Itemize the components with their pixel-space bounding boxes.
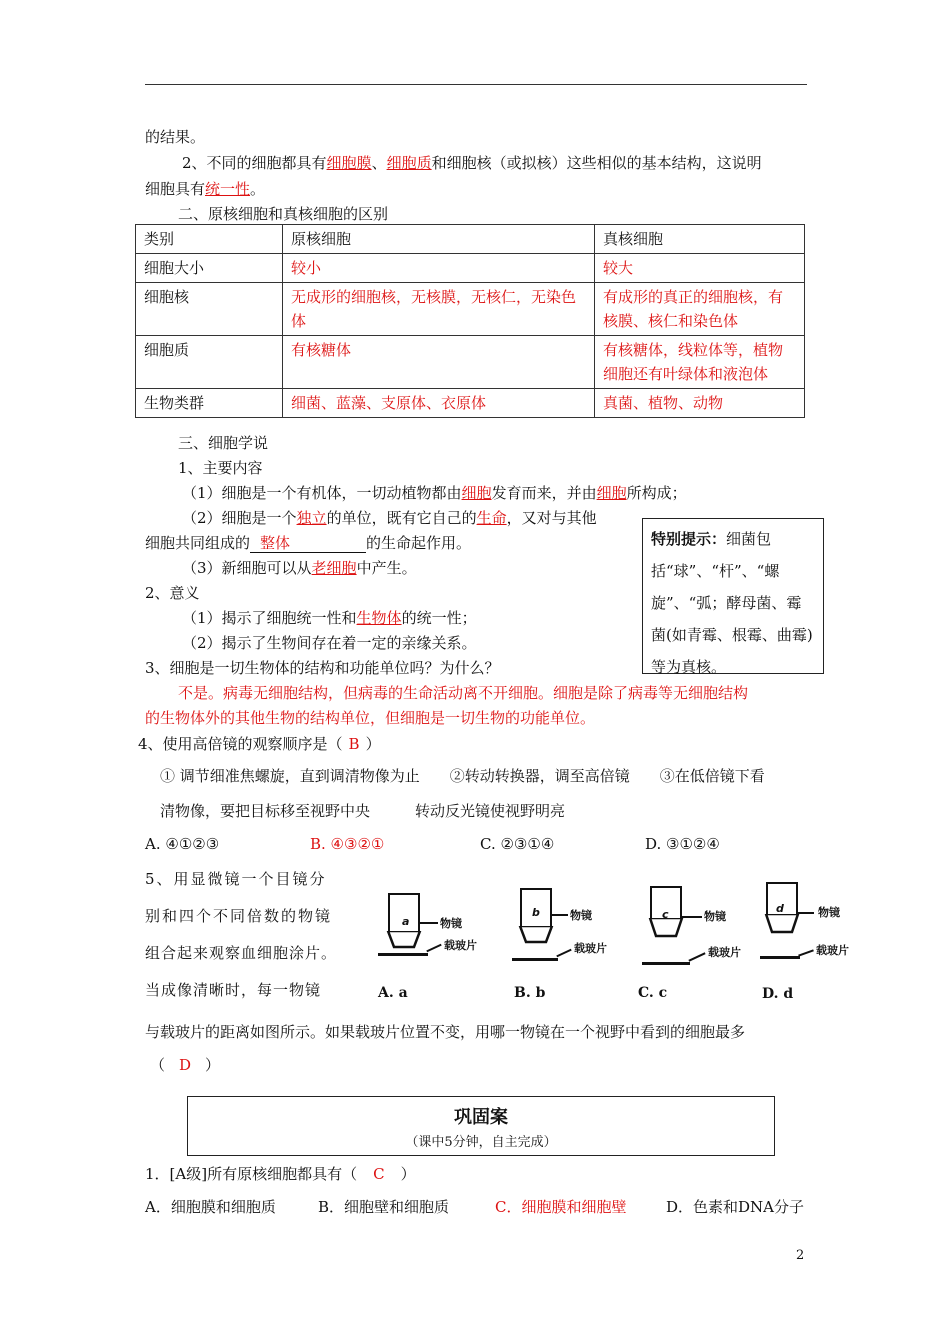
main-content-heading: 1、主要内容 [178, 459, 263, 477]
table-header-cell: 类别 [136, 225, 283, 254]
table-header-row [136, 225, 805, 254]
slide-line [642, 962, 690, 965]
q5-answer: D [179, 1056, 192, 1074]
objective-figure-b: b 物镜 载玻片 B. b [512, 880, 622, 1005]
significance-heading: 2、意义 [145, 584, 200, 602]
objective-lens-icon [386, 931, 422, 953]
row-label: 生物类群 [136, 389, 283, 418]
question-3: 3、细胞是一切生物体的结构和功能单位吗？为什么？ [145, 659, 500, 677]
header-rule [145, 84, 807, 85]
q4-answer: B [348, 735, 360, 753]
question-5-line4: 当成像清晰时，每一物镜 [145, 981, 322, 999]
consolidation-subtitle: （课中5分钟，自主完成） [405, 1135, 557, 1150]
prokaryote-cell: 无成形的细胞核，无核膜，无核仁，无染色体 [283, 283, 595, 336]
theory-point-2-line1: （2）细胞是一个独立的单位，既有它自己的生命，又对与其他 [182, 509, 597, 527]
objective-figure-d: d 物镜 载玻片 D. d [760, 876, 870, 1006]
table-header-cell: 原核细胞 [283, 225, 595, 254]
question-4-stem: 4、使用高倍镜的观察顺序是（ B ） [138, 735, 381, 753]
comparison-table [135, 224, 805, 418]
question-a1-stem: 1．[A级]所有原核细胞都具有（ C ） [145, 1165, 416, 1183]
significance-point-1: （1）揭示了细胞统一性和生物体的统一性； [182, 609, 477, 627]
table-row [136, 254, 805, 283]
row-label: 细胞核 [136, 283, 283, 336]
theory-point-2-line2: 细胞共同组成的 整体 的生命起作用。 [145, 534, 472, 552]
question-4-options-line1: ① 调节细准焦螺旋，直到调清物像为止 ②转动转换器，调至高倍镜 ③在低倍镜下看 [160, 767, 765, 785]
qa1-option-d: D．色素和DNA分子 [666, 1198, 805, 1216]
question-5-answer: （ D ） [150, 1056, 221, 1074]
table-row [136, 283, 805, 336]
eukaryote-cell: 真菌、植物、动物 [595, 389, 805, 418]
consolidation-title: 巩固案 [454, 1107, 508, 1128]
section-2-title: 二、原核细胞和真核细胞的区别 [178, 205, 389, 223]
answer-3-line1: 不是。病毒无细胞结构，但病毒的生命活动离不开细胞。细胞是除了病毒等无细胞结构 [178, 684, 749, 702]
section-3-title: 三、细胞学说 [178, 434, 269, 452]
objective-lens-icon [764, 914, 800, 938]
table-header-cell: 真核细胞 [595, 225, 805, 254]
prokaryote-cell: 细菌、蓝藻、支原体、衣原体 [283, 389, 595, 418]
option-a: A. ④①②③ [145, 835, 220, 853]
qa1-option-b: B．细胞壁和细胞质 [318, 1198, 450, 1216]
paragraph-2-line2: 细胞具有统一性。 [145, 180, 266, 198]
eukaryote-cell: 有核糖体，线粒体等，植物细胞还有叶绿体和液泡体 [595, 336, 805, 389]
row-label: 细胞质 [136, 336, 283, 389]
qa1-option-a: A．细胞膜和细胞质 [145, 1198, 276, 1216]
question-4-options-line2: 清物像，要把目标移至视野中央 转动反光镜使视野明亮 [160, 802, 566, 820]
objective-figure-c: c 物镜 载玻片 C. c [638, 880, 748, 1005]
option-c: C. ②③①④ [480, 835, 555, 853]
slide-line [378, 953, 428, 956]
question-5-line2: 别和四个不同倍数的物镜 [145, 907, 333, 925]
prokaryote-cell: 较小 [283, 254, 595, 283]
qa1-option-c: C．细胞膜和细胞壁 [495, 1198, 627, 1216]
theory-point-3: （3）新细胞可以从老细胞中产生。 [182, 559, 417, 577]
objective-figure-a: a 物镜 载玻片 A. a [378, 885, 488, 1005]
significance-point-2: （2）揭示了生物间存在着一定的亲缘关系。 [182, 634, 477, 652]
answer-3-line2: 的生物体外的其他生物的结构单位，但细胞是一切生物的功能单位。 [145, 709, 596, 727]
option-d: D. ③①②④ [645, 835, 720, 853]
eukaryote-cell: 较大 [595, 254, 805, 283]
table-row [136, 389, 805, 418]
qa1-answer: C [373, 1165, 385, 1183]
eukaryote-cell: 有成形的真正的细胞核，有核膜、核仁和染色体 [595, 283, 805, 336]
consolidation-box [187, 1096, 775, 1156]
row-label: 细胞大小 [136, 254, 283, 283]
tip-title: 特别提示： [651, 530, 727, 548]
prokaryote-cell: 有核糖体 [283, 336, 595, 389]
slide-line [760, 956, 800, 959]
page-number: 2 [796, 1248, 805, 1263]
theory-point-1: （1）细胞是一个有机体，一切动植物都由细胞发育而来，并由细胞所构成； [182, 484, 687, 502]
tip-body: 细菌包括“球”、“杆”、“螺旋”、“弧；酵母菌、霉菌(如青霉、根霉、曲霉)等为真核。 [651, 530, 813, 676]
text-result: 的结果。 [145, 128, 206, 146]
question-5-line5: 与载玻片的距离如图所示。如果载玻片位置不变，用哪一物镜在一个视野中看到的细胞最多 [145, 1023, 746, 1041]
option-b: B. ④③②① [310, 835, 385, 853]
slide-line [512, 958, 558, 961]
objective-lens-icon [648, 918, 684, 942]
question-5-line1: 5、用显微镜一个目镜分 [145, 870, 327, 888]
question-5-line3: 组合起来观察血细胞涂片。 [145, 944, 338, 962]
paragraph-2-line1: 2、不同的细胞都具有细胞膜、细胞质和细胞核（或拟核）这些相似的基本结构，这说明 [182, 154, 762, 172]
table-row [136, 336, 805, 389]
objective-lens-icon [518, 926, 554, 948]
tip-box [642, 518, 824, 674]
